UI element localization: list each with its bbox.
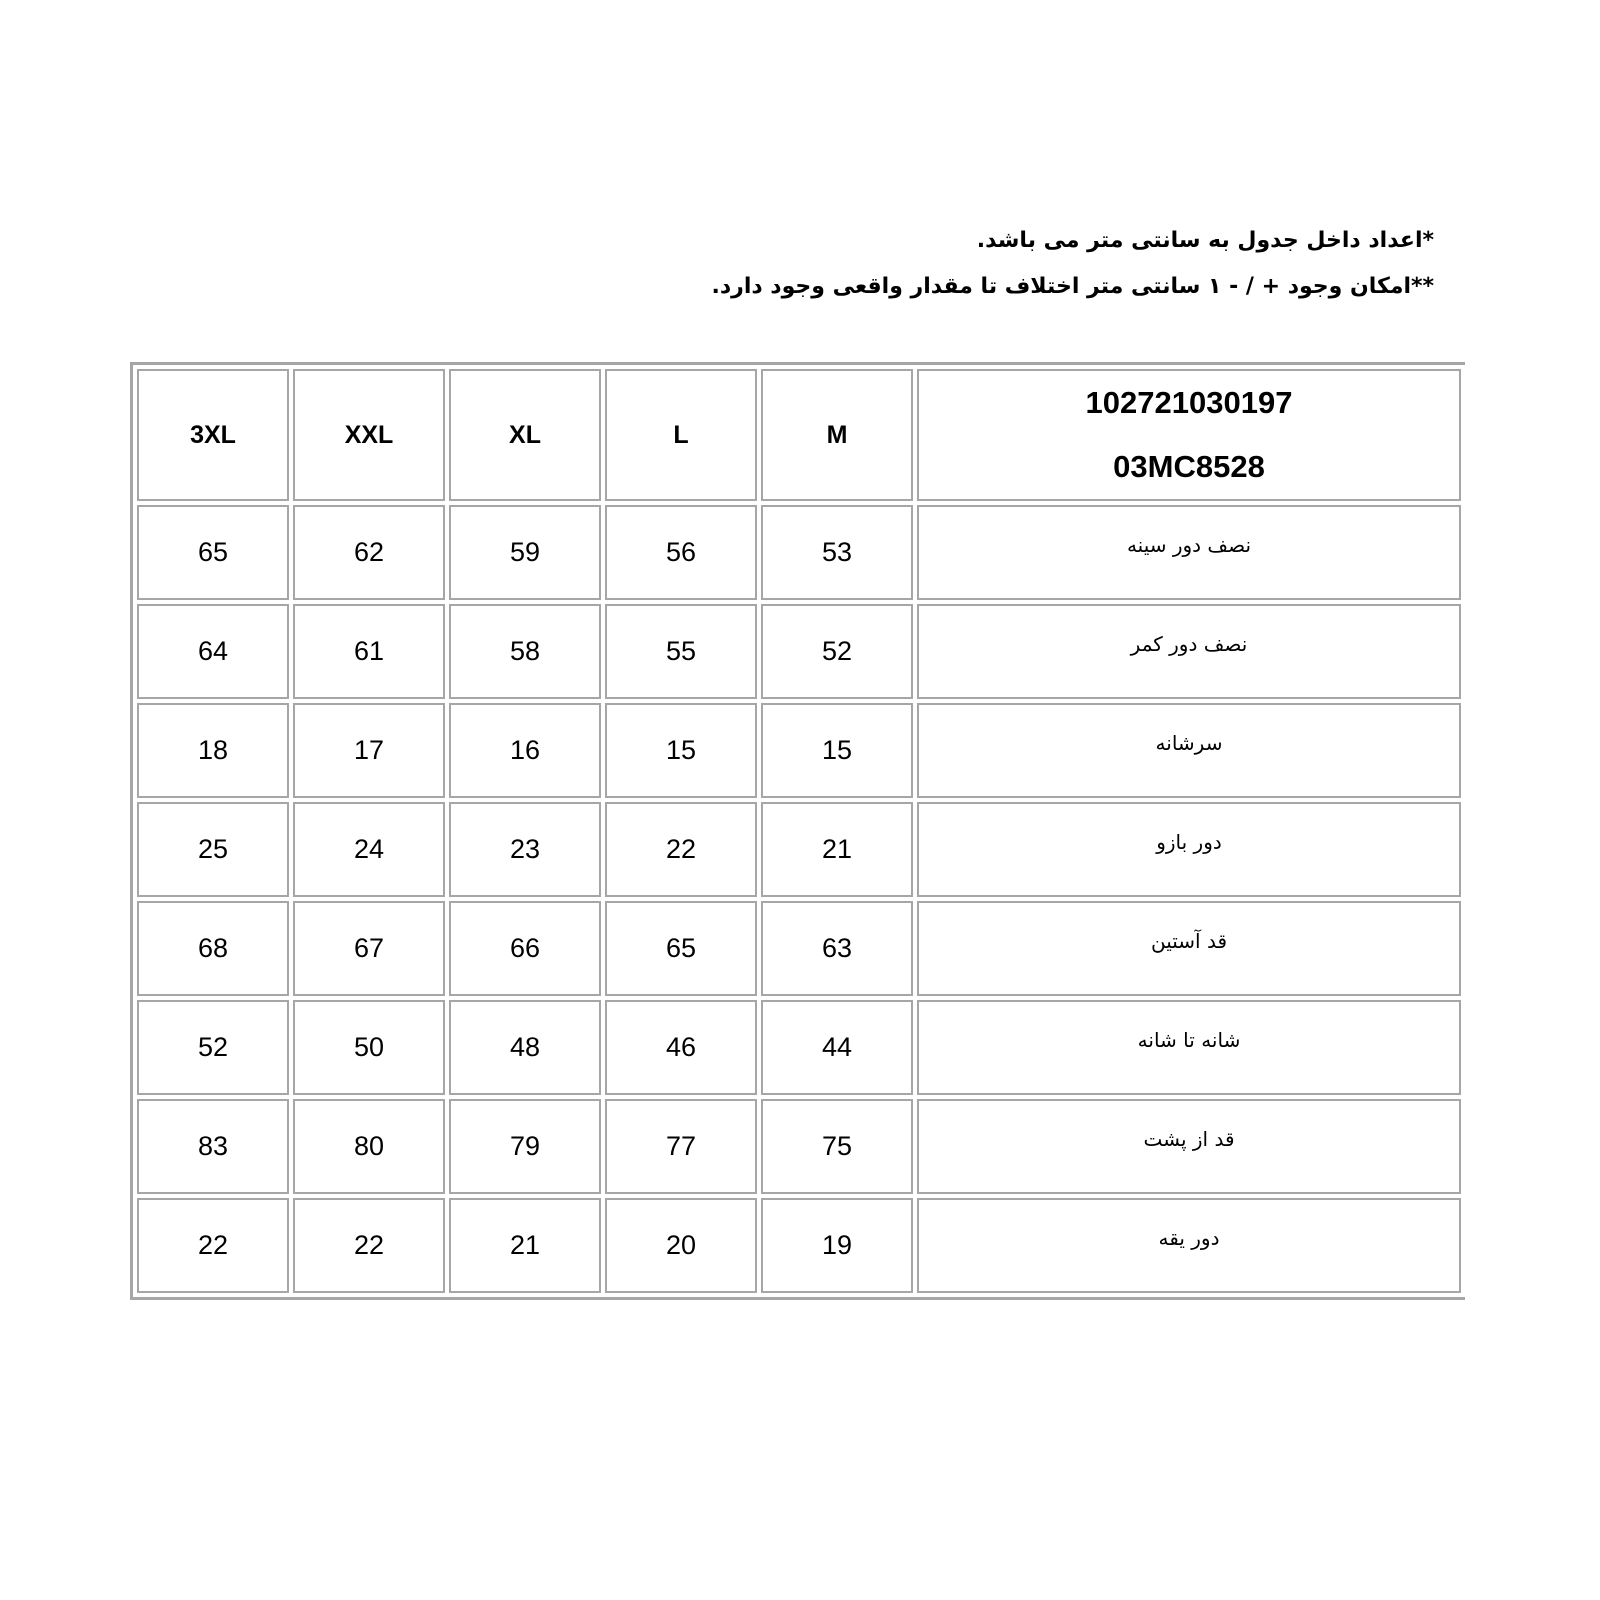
tolerance-note: **امکان وجود + / - ۱ سانتی متر اختلاف تا مقدار واقعی وجود دارد. xyxy=(711,274,1434,299)
row-label: قد از پشت xyxy=(1143,1126,1235,1151)
table-row xyxy=(137,703,1461,798)
value-cell: 59 xyxy=(449,505,601,600)
value-cell: 24 xyxy=(293,802,445,897)
value-cell: 22 xyxy=(137,1198,289,1293)
row-label-cell xyxy=(917,901,1461,996)
measurement-notes xyxy=(634,218,1434,310)
table-row xyxy=(137,901,1461,996)
value-cell: 80 xyxy=(293,1099,445,1194)
row-label-cell xyxy=(917,505,1461,600)
value-cell: 19 xyxy=(761,1198,913,1293)
value-cell: 56 xyxy=(605,505,757,600)
size-header-3xl: 3XL xyxy=(137,369,289,501)
value-cell: 22 xyxy=(293,1198,445,1293)
row-label: شانه تا شانه xyxy=(1137,1027,1241,1052)
value-cell: 44 xyxy=(761,1000,913,1095)
row-label-cell xyxy=(917,1099,1461,1194)
row-label: سرشانه xyxy=(1155,730,1223,755)
row-label-cell xyxy=(917,1198,1461,1293)
value-cell: 55 xyxy=(605,604,757,699)
unit-note: *اعداد داخل جدول به سانتی متر می باشد. xyxy=(976,228,1434,253)
row-label-cell xyxy=(917,604,1461,699)
table-row xyxy=(137,1099,1461,1194)
row-label-cell xyxy=(917,703,1461,798)
value-cell: 58 xyxy=(449,604,601,699)
product-code: 102721030197 xyxy=(1085,385,1293,420)
value-cell: 53 xyxy=(761,505,913,600)
row-label: نصف دور سینه xyxy=(1126,532,1252,557)
value-cell: 21 xyxy=(761,802,913,897)
row-label-cell xyxy=(917,802,1461,897)
row-label: نصف دور کمر xyxy=(1130,631,1248,656)
value-cell: 52 xyxy=(761,604,913,699)
table-header-row xyxy=(137,369,1461,501)
value-cell: 66 xyxy=(449,901,601,996)
value-cell: 61 xyxy=(293,604,445,699)
value-cell: 50 xyxy=(293,1000,445,1095)
value-cell: 15 xyxy=(605,703,757,798)
value-cell: 46 xyxy=(605,1000,757,1095)
row-label: دور یقه xyxy=(1158,1225,1220,1250)
table-row xyxy=(137,1000,1461,1095)
value-cell: 77 xyxy=(605,1099,757,1194)
row-label-cell xyxy=(917,1000,1461,1095)
value-cell: 16 xyxy=(449,703,601,798)
value-cell: 65 xyxy=(605,901,757,996)
value-cell: 21 xyxy=(449,1198,601,1293)
size-header-xxl: XXL xyxy=(293,369,445,501)
value-cell: 48 xyxy=(449,1000,601,1095)
value-cell: 65 xyxy=(137,505,289,600)
value-cell: 64 xyxy=(137,604,289,699)
value-cell: 52 xyxy=(137,1000,289,1095)
value-cell: 18 xyxy=(137,703,289,798)
row-label: قد آستین xyxy=(1150,928,1228,953)
value-cell: 83 xyxy=(137,1099,289,1194)
product-id-cell xyxy=(917,369,1461,501)
size-header-xl: XL xyxy=(449,369,601,501)
value-cell: 79 xyxy=(449,1099,601,1194)
model-code: 03MC8528 xyxy=(1113,449,1265,484)
value-cell: 17 xyxy=(293,703,445,798)
value-cell: 22 xyxy=(605,802,757,897)
value-cell: 20 xyxy=(605,1198,757,1293)
table-row xyxy=(137,505,1461,600)
value-cell: 67 xyxy=(293,901,445,996)
table-row xyxy=(137,802,1461,897)
value-cell: 68 xyxy=(137,901,289,996)
value-cell: 62 xyxy=(293,505,445,600)
value-cell: 63 xyxy=(761,901,913,996)
value-cell: 23 xyxy=(449,802,601,897)
size-header-l: L xyxy=(605,369,757,501)
value-cell: 25 xyxy=(137,802,289,897)
table-row xyxy=(137,604,1461,699)
size-chart-table xyxy=(130,362,1465,1300)
value-cell: 75 xyxy=(761,1099,913,1194)
size-header-m: M xyxy=(761,369,913,501)
table-row xyxy=(137,1198,1461,1293)
value-cell: 15 xyxy=(761,703,913,798)
row-label: دور بازو xyxy=(1156,829,1222,854)
